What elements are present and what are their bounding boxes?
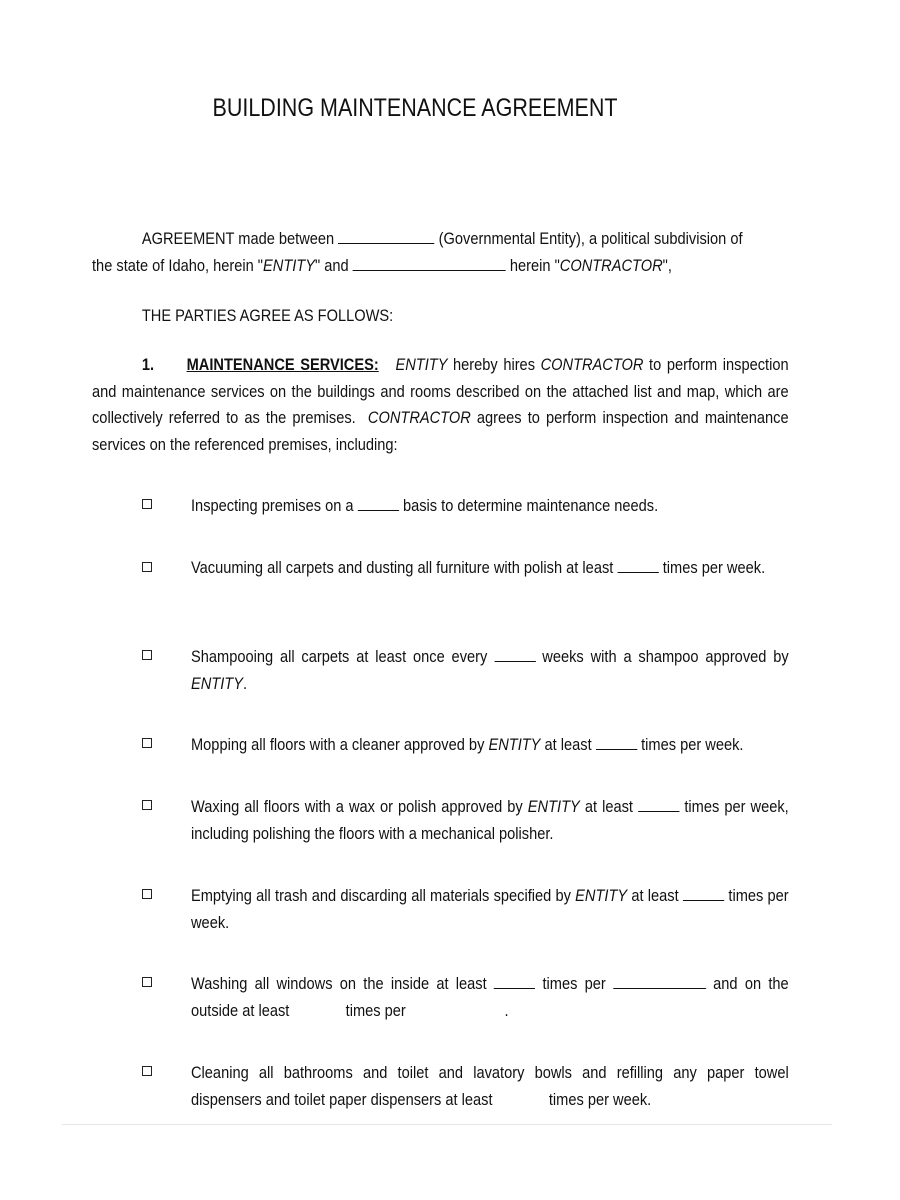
fill-blank[interactable] [638,796,679,812]
list-item: Mopping all floors with a cleaner approved by ENTITY at least times per week. [191,735,744,754]
governmental-entity-blank[interactable] [338,228,434,244]
checkbox-icon[interactable] [142,650,152,660]
parties-statement: THE PARTIES AGREE AS FOLLOWS: [141,306,394,325]
fill-blank[interactable] [617,557,658,573]
fill-blank[interactable] [596,734,637,750]
section-heading: MAINTENANCE SERVICES: [186,355,379,374]
list-item: Inspecting premises on a basis to determine maintenance needs. [191,496,659,515]
checkbox-icon[interactable] [142,499,152,509]
fill-blank[interactable] [683,885,724,901]
checkbox-icon[interactable] [142,1066,152,1076]
page-edge-divider [62,1124,832,1125]
checkbox-icon[interactable] [142,889,152,899]
fill-blank[interactable] [494,973,535,989]
list-item: Washing all windows on the inside at least times per and on the outside at least times per . [191,974,789,1020]
checkbox-icon[interactable] [142,977,152,987]
checkbox-icon[interactable] [142,800,152,810]
list-item: Shampooing all carpets at least once every weeks with a shampoo approved by ENTITY. [191,647,789,693]
contractor-name-blank[interactable] [353,255,506,271]
list-item: Waxing all floors with a wax or polish approved by ENTITY at least times per week, including polishing the floors with a mechanical polisher. [191,797,789,843]
intro-paragraph: AGREEMENT made between (Governmental Entity), a political subdivision of the state of Idaho, herein "ENTITY" and herein "CONTRACTOR", [92,229,743,275]
fill-blank[interactable] [358,495,399,511]
document-title: BUILDING MAINTENANCE AGREEMENT [212,94,618,122]
fill-blank[interactable] [613,973,706,989]
checkbox-icon[interactable] [142,562,152,572]
checkbox-icon[interactable] [142,738,152,748]
section-1-paragraph: 1. MAINTENANCE SERVICES: ENTITY hereby hires CONTRACTOR to perform inspection and maintenance services on the buildings and rooms described on the attached list and map, which are collectively referred to as the premises. CONTRACTOR agrees to perform inspection and maintenance services on the referenced premises, including: [92,352,789,458]
list-item: Emptying all trash and discarding all materials specified by ENTITY at least times per week. [191,886,789,932]
list-item: Cleaning all bathrooms and toilet and lavatory bowls and refilling any paper towel dispensers and toilet paper dispensers at least times per week. [191,1063,789,1109]
list-item: Vacuuming all carpets and dusting all furniture with polish at least times per week. [191,558,766,577]
fill-blank[interactable] [494,646,535,662]
section-number: 1. [141,355,155,374]
